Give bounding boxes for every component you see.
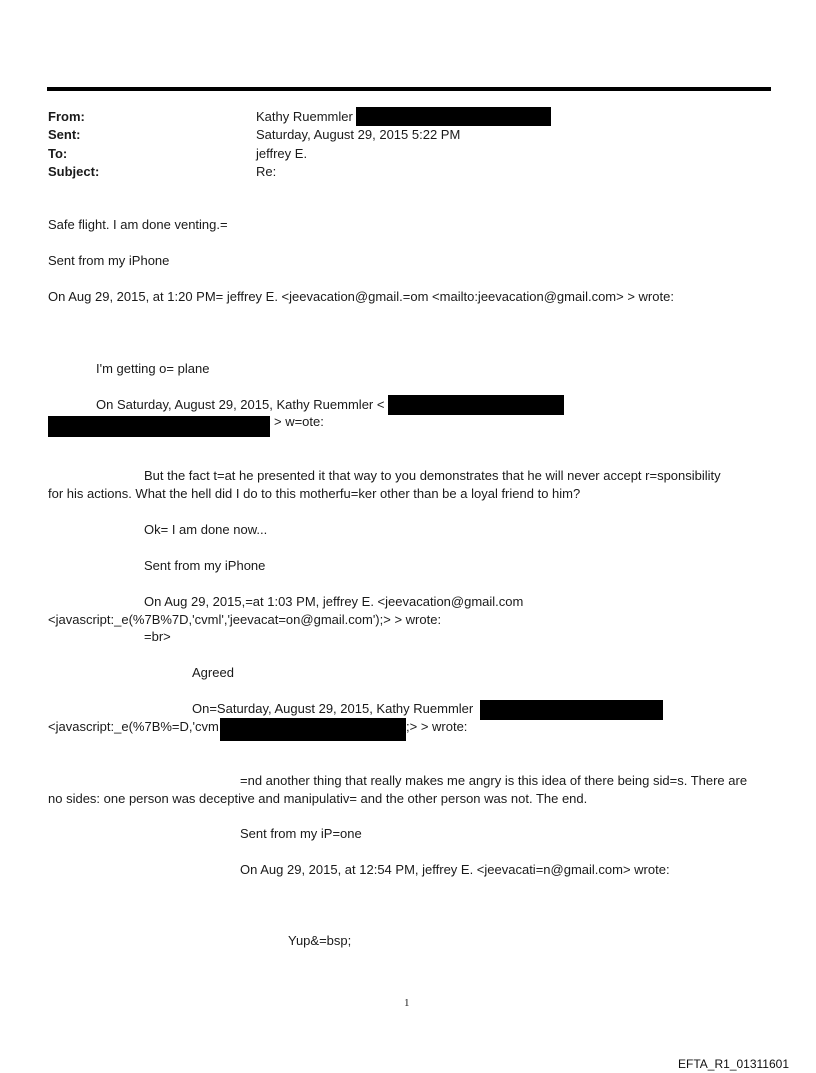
quoted-line: Yup&=bsp; xyxy=(288,933,352,948)
quoted-line: =nd another thing that really makes me angry is this idea of there being sid=s. There are xyxy=(240,773,748,788)
quoted-line: On Aug 29, 2015, at 12:54 PM, jeffrey E. <jeevacati=n@gmail.com> wrote: xyxy=(240,862,670,877)
quoted-line: Sent from my iP=one xyxy=(240,826,362,841)
from-label: From: xyxy=(48,109,85,124)
quoted-line: Ok= I am done now... xyxy=(144,522,268,537)
redaction-box xyxy=(220,718,406,741)
quoted-line: On=Saturday, August 29, 2015, Kathy Ruemmler xyxy=(192,701,474,716)
from-value: Kathy Ruemmler xyxy=(256,109,353,124)
subject-value: Re: xyxy=(256,164,277,179)
document-id: EFTA_R1_01311601 xyxy=(678,1057,789,1071)
quoted-line: > w=ote: xyxy=(274,414,324,429)
redaction-box xyxy=(480,700,663,720)
redaction-box xyxy=(48,416,270,437)
body-line: On Aug 29, 2015, at 1:20 PM= jeffrey E. <jeevacation@gmail.=om <mailto:jeevacation@gmail.com> > wrote: xyxy=(48,289,674,304)
redaction-box xyxy=(388,395,564,415)
quoted-line: Sent from my iPhone xyxy=(144,558,266,573)
quoted-line: On Saturday, August 29, 2015, Kathy Ruemmler < xyxy=(96,397,385,412)
sent-label: Sent: xyxy=(48,127,81,142)
quoted-line: no sides: one person was deceptive and manipulativ= and the other person was not. The end. xyxy=(48,791,588,806)
quoted-line: Agreed xyxy=(192,665,234,680)
header-rule xyxy=(47,87,771,91)
body-line: Safe flight. I am done venting.= xyxy=(48,217,228,232)
quoted-line: =br> xyxy=(144,629,171,644)
body-line: Sent from my iPhone xyxy=(48,253,170,268)
redaction-box xyxy=(356,107,551,126)
quoted-line: I'm getting o= plane xyxy=(96,361,210,376)
page-number: 1 xyxy=(404,997,410,1009)
quoted-line: for his actions. What the hell did I do to this motherfu=ker other than be a loyal friend to him? xyxy=(48,486,581,501)
sent-value: Saturday, August 29, 2015 5:22 PM xyxy=(256,127,461,142)
to-value: jeffrey E. xyxy=(256,146,308,161)
subject-label: Subject: xyxy=(48,164,100,179)
quoted-line: On Aug 29, 2015,=at 1:03 PM, jeffrey E. <jeevacation@gmail.com xyxy=(144,594,524,609)
quoted-line: <javascript:_e(%7B%=D,'cvm xyxy=(48,719,219,734)
quoted-line: <javascript:_e(%7B%7D,'cvml','jeevacat=on@gmail.com');> > wrote: xyxy=(48,612,442,627)
quoted-line: But the fact t=at he presented it that way to you demonstrates that he will never accept r=sponsibility xyxy=(144,468,721,483)
quoted-line: ;> > wrote: xyxy=(406,719,468,734)
to-label: To: xyxy=(48,146,68,161)
